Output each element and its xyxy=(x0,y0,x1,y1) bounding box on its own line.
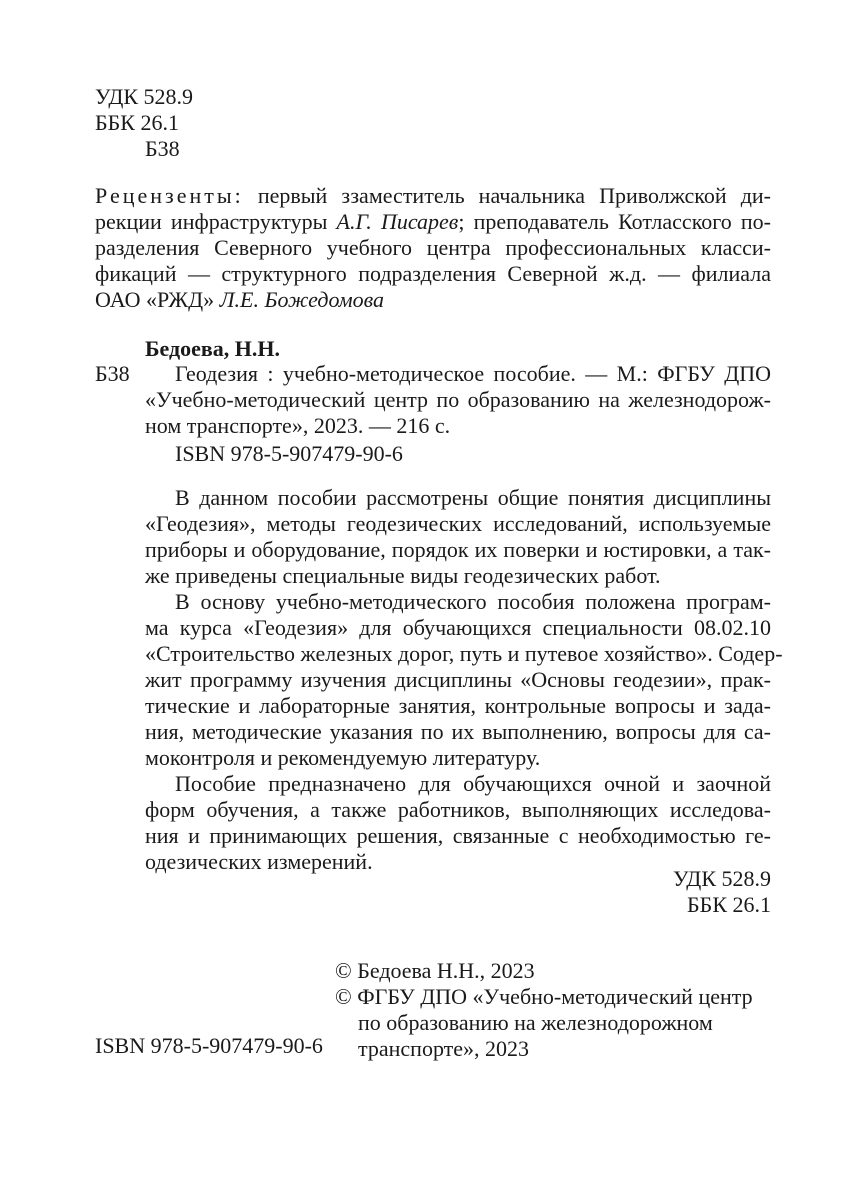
copyright-publisher: © ФГБУ ДПО «Учебно-методический центр xyxy=(335,984,753,1009)
abstract-p1-line-4: же приведены специальные виды геодезических работ. xyxy=(145,563,661,588)
abstract-p3-line-2: форм обучения, а также работников, выполняющих исследова- xyxy=(145,797,771,822)
reviewer-name-1: А.Г. Писарев xyxy=(336,209,459,234)
classification-codes-top xyxy=(95,84,193,162)
copyright-block xyxy=(335,958,771,1062)
abstract-p1-line-3: приборы и оборудование, порядок их поверки и юстировки, а так- xyxy=(145,537,771,562)
abstract-p2-line-4: жит программу изучения дисциплины «Основы геодезии», прак- xyxy=(145,667,771,692)
abstract-p2-line-6: ния, методические указания по их выполнению, вопросы для са- xyxy=(145,719,771,744)
biblio-line-2: «Учебно-методический центр по образованию на железнодорож- xyxy=(145,387,771,412)
reviewers-block xyxy=(95,183,771,313)
reviewer-name-2: Л.Е. Божедомова xyxy=(219,287,385,312)
author-heading: Бедоева, Н.Н. xyxy=(145,336,281,361)
bbk-code-bottom: ББК 26.1 xyxy=(687,892,771,917)
abstract-p2-line-1: В основу учебно-методического пособия положена програм- xyxy=(175,589,771,614)
abstract-p2-line-7: моконтроля и рекомендуемую литературу. xyxy=(145,745,541,770)
abstract-p2-line-2: ма курса «Геодезия» для обучающихся специальности 08.02.10 xyxy=(145,615,771,640)
abstract-p3-line-1: Пособие предназначено для обучающихся очной и заочной xyxy=(175,771,771,796)
bbk-code: ББК 26.1 xyxy=(95,110,179,135)
classification-codes-bottom xyxy=(620,866,771,918)
abstract-p1-line-2: «Геодезия», методы геодезических исследований, используемые xyxy=(145,511,771,536)
reviewers-line-5: ОАО «РЖД» Л.Е. Божедомова xyxy=(95,287,385,312)
copyright-author: © Бедоева Н.Н., 2023 xyxy=(335,958,535,983)
udk-code: УДК 528.9 xyxy=(95,84,194,109)
isbn-bottom: ISBN 978-5-907479-90-6 xyxy=(95,1033,323,1058)
abstract-p2-line-3: «Строительство железных дорог, путь и путевое хозяйство». Содер- xyxy=(145,641,783,666)
author-sign: Б38 xyxy=(145,136,180,161)
abstract-p2-line-5: тические и лабораторные занятия, контрольные вопросы и зада- xyxy=(145,693,771,718)
reviewers-label: Рецензенты: xyxy=(95,183,244,208)
isbn-middle: ISBN 978-5-907479-90-6 xyxy=(175,441,403,466)
abstract-p3-line-3: ния и принимающих решения, связанные с необходимостью ге- xyxy=(145,823,771,848)
reviewers-line-1: Рецензенты: первый ззаместитель начальника Приволжской ди- xyxy=(95,183,771,208)
udk-code-bottom: УДК 528.9 xyxy=(672,866,771,891)
abstract-p1-line-1: В данном пособии рассмотрены общие понятия дисциплины xyxy=(175,485,771,510)
reviewers-line-2: рекции инфраструктуры А.Г. Писарев; преподаватель Котласского по- xyxy=(95,209,771,234)
author-sign-side: Б38 xyxy=(95,361,130,386)
copyright-publisher-cont-2: транспорте», 2023 xyxy=(358,1036,530,1061)
reviewers-line-3: разделения Северного учебного центра профессиональных класси- xyxy=(95,235,771,260)
biblio-line-1: Геодезия : учебно-методическое пособие. — М.: ФГБУ ДПО xyxy=(175,361,771,386)
abstract xyxy=(145,485,783,875)
abstract-p3-line-4: одезических измерений. xyxy=(145,849,373,874)
bibliographic-description xyxy=(145,361,771,439)
copyright-publisher-cont-1: по образованию на железнодорожном xyxy=(358,1010,713,1035)
reviewers-line-4: фикаций — структурного подразделения Северной ж.д. — филиала xyxy=(95,261,771,286)
biblio-line-3: ном транспорте», 2023. — 216 с. xyxy=(145,413,451,438)
